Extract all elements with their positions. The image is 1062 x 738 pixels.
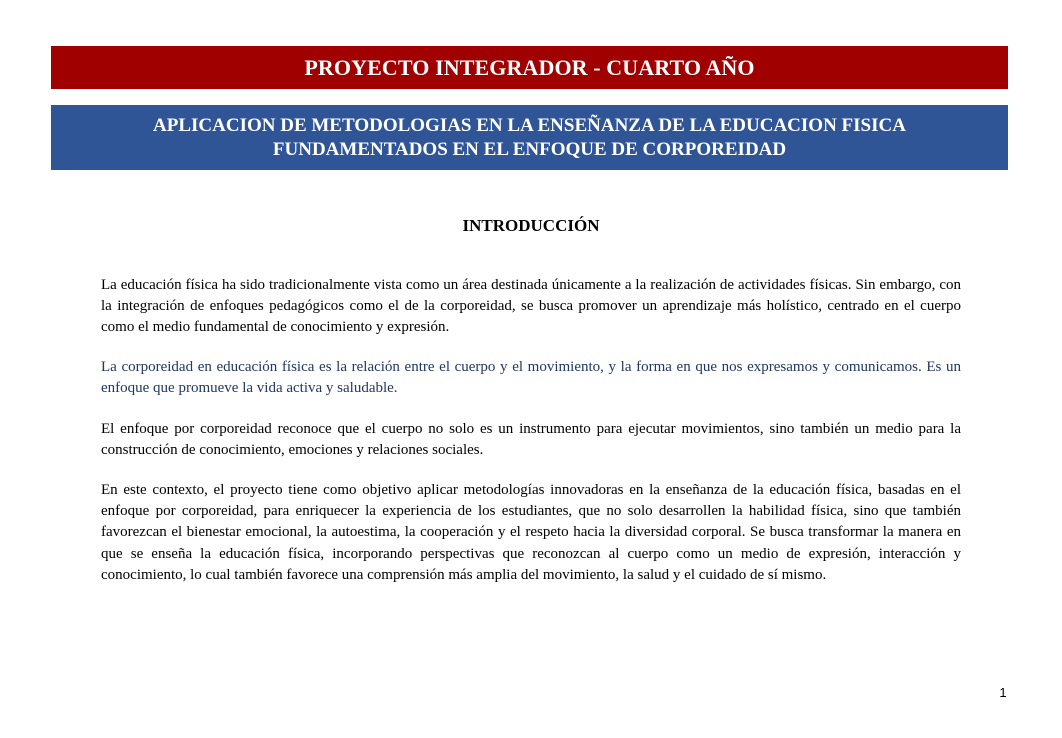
section-heading: INTRODUCCIÓN (462, 216, 600, 235)
project-title: PROYECTO INTEGRADOR - CUARTO AÑO (304, 54, 755, 80)
paragraph-4: En este contexto, el proyecto tiene como objetivo aplicar metodologías innovadoras en la enseñanza de la educación física, basadas en el enfoque por corporeidad, para enriquecer la experiencia de los estudiantes, que no solo desarrollen la habilidad física, sino que también favorezcan el bienestar emocional, la autoestima, la cooperación y el respeto hacia la diversidad corporal. Se busca transformar la manera en que se enseña la educación física, incorporando perspectivas que reconozcan al cuerpo como un medio de expresión, interacción y conocimiento, lo cual también favorece una comprensión más amplia del movimiento, la salud y el cuidado de sí mismo. (101, 482, 961, 583)
project-title-banner (51, 46, 1008, 89)
page-number: 1 (999, 685, 1007, 700)
project-subtitle-line-2: FUNDAMENTADOS EN EL ENFOQUE DE CORPOREIDAD (272, 138, 787, 160)
paragraph-2: La corporeidad en educación física es la relación entre el cuerpo y el movimiento, y la forma en que nos expresamos y comunicamos. Es un enfoque que promueve la vida activa y saludable. (101, 359, 961, 397)
project-subtitle-banner (51, 105, 1008, 170)
project-subtitle-line-1: APLICACION DE METODOLOGIAS EN LA ENSEÑANZA DE LA EDUCACION FISICA (153, 114, 906, 136)
paragraph-1: La educación física ha sido tradicionalmente vista como un área destinada únicamente a la realización de actividades físicas. Sin embargo, con la integración de enfoques pedagógicos como el de la corporeidad, se busca promover un aprendizaje más holístico, centrado en el cuerpo como el medio fundamental de conocimiento y expresión. (101, 277, 961, 336)
paragraph-3: El enfoque por corporeidad reconoce que el cuerpo no solo es un instrumento para ejecutar movimientos, sino también un medio para la construcción de conocimiento, emociones y relaciones sociales. (101, 421, 961, 459)
